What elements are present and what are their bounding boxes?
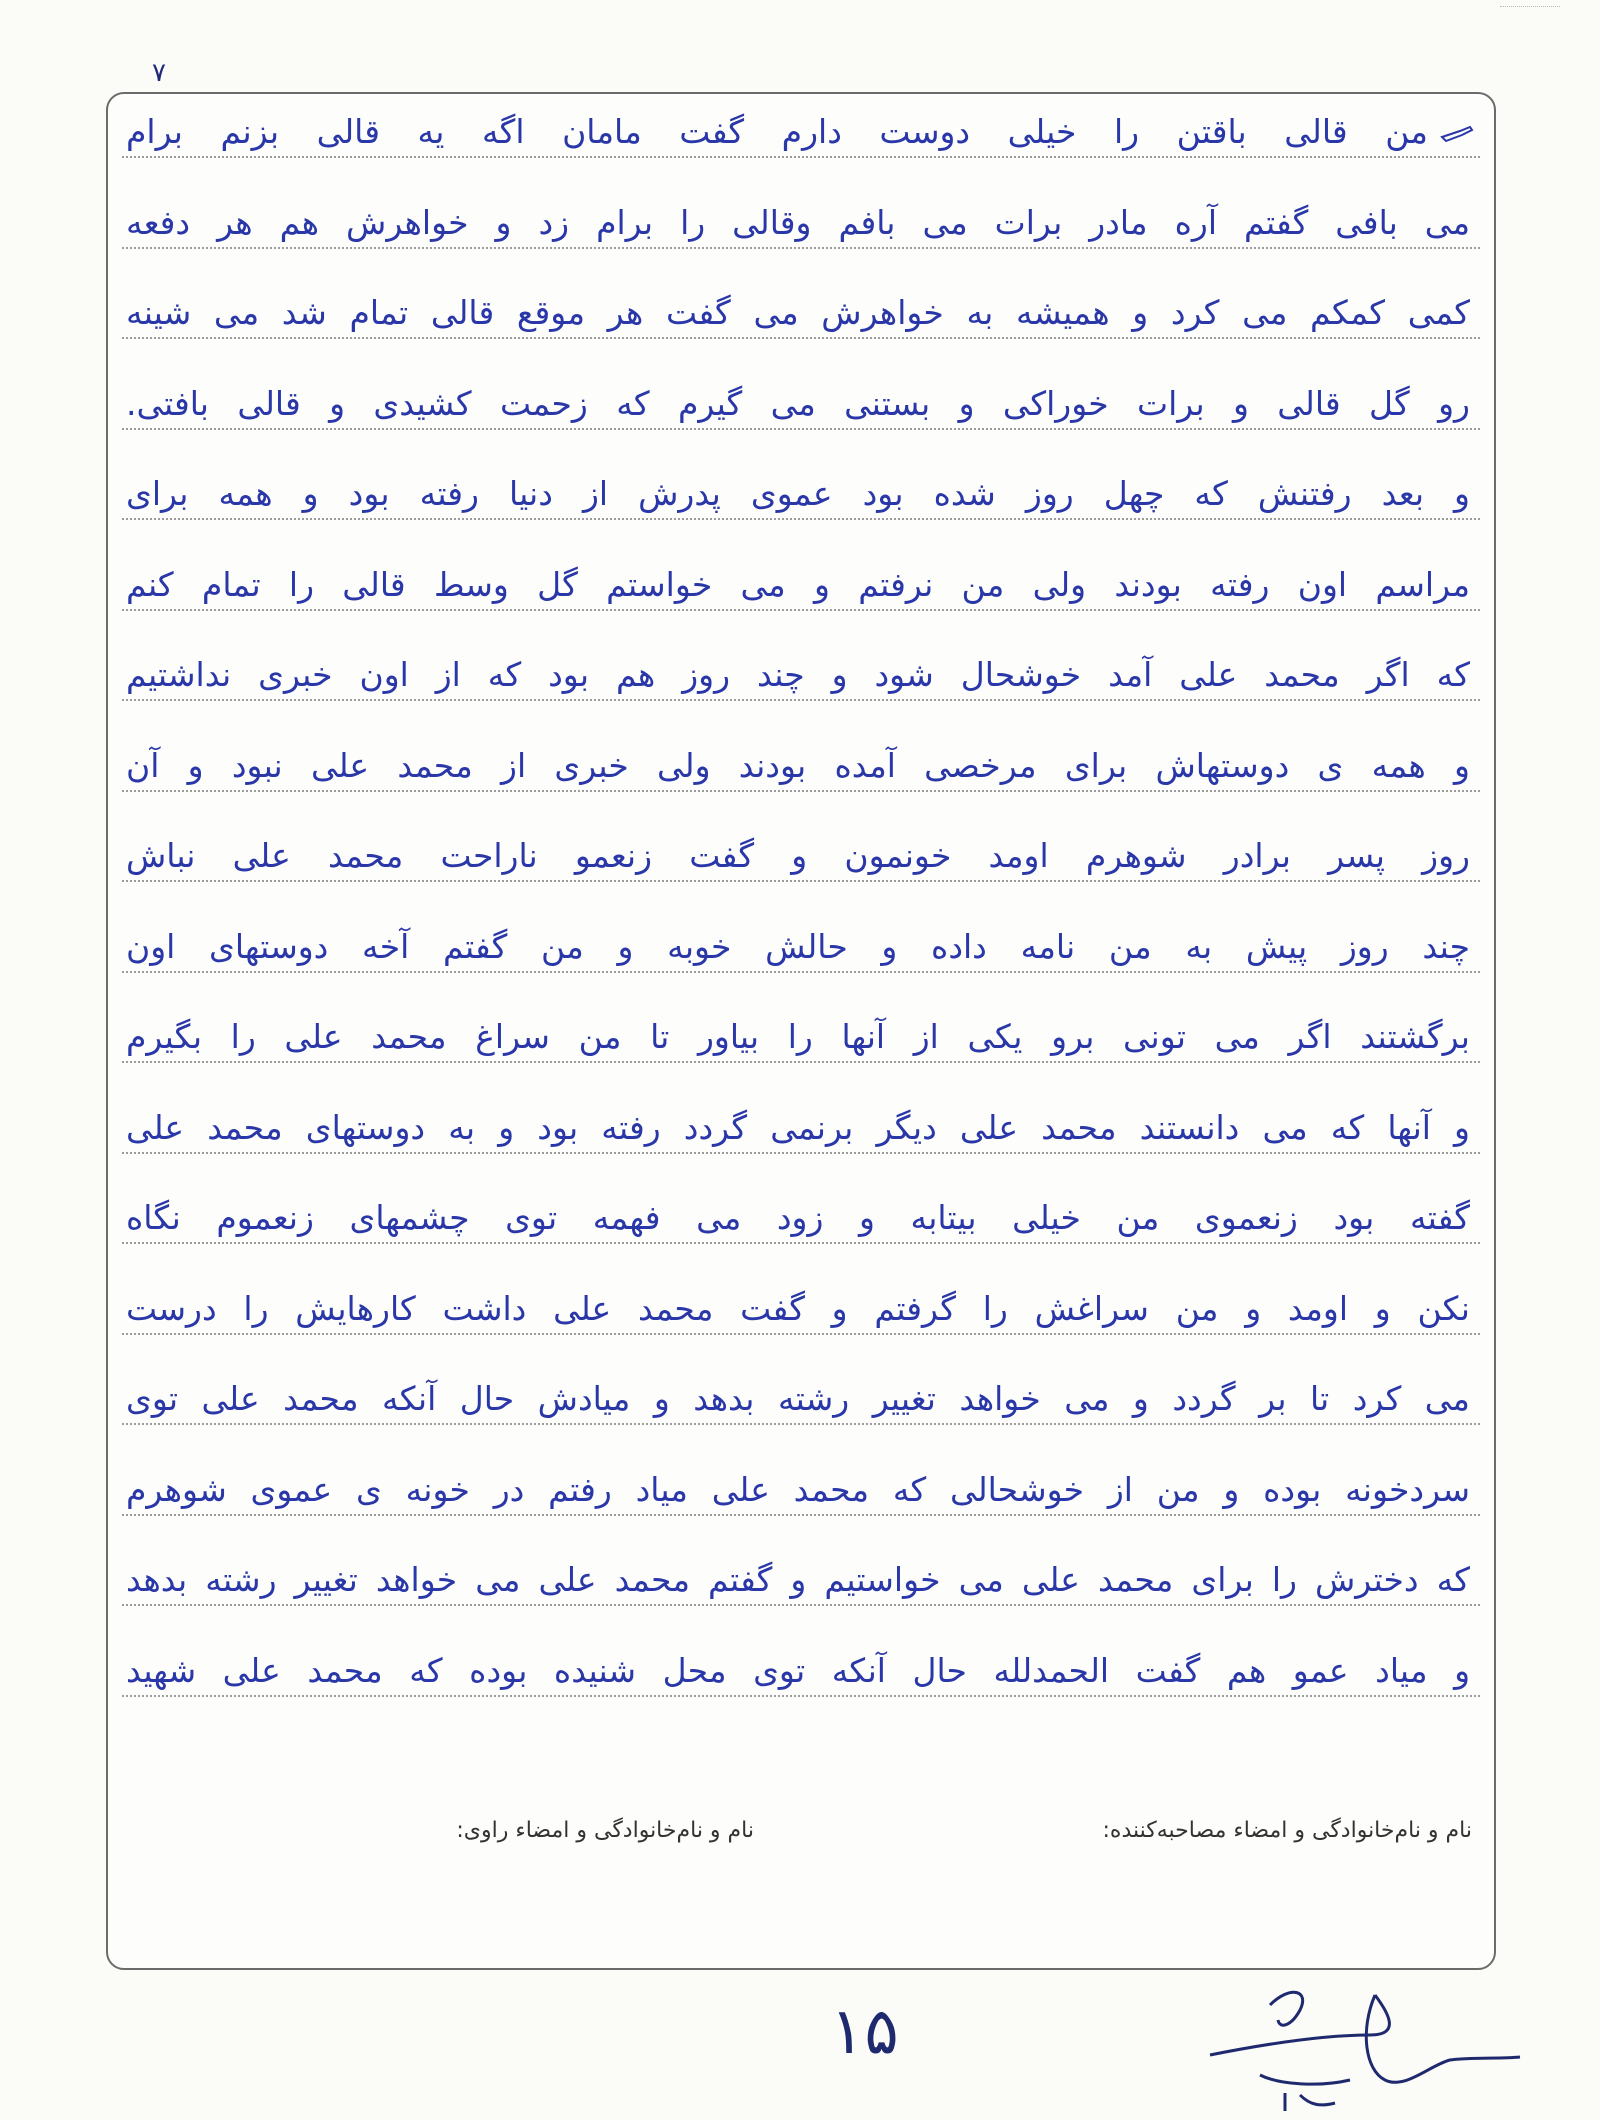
handwritten-line: چند روز پیش به من نامه داده و حالش خوبه و من گفتم آخه دوستهای اون (126, 926, 1470, 966)
ruled-line (122, 1152, 1480, 1154)
handwritten-signature (1200, 1975, 1530, 2115)
interviewer-signature-label: نام و نام‌خانوادگی و امضاء مصاحبه‌کننده: (1102, 1818, 1472, 1843)
ruled-area (122, 94, 1480, 1784)
ruled-line (122, 971, 1480, 973)
signature-footer (108, 1804, 1494, 1864)
ruled-line (122, 1695, 1480, 1697)
handwritten-line: من قالی باقتن را خیلی دوست دارم گفت مامان اگه یه قالی بزنم برام (126, 112, 1474, 152)
handwritten-line: کمی کمکم می کرد و همیشه به خواهرش می گفت هر موقع قالی تمام شد می شینه (126, 293, 1470, 332)
corner-mark (1500, 6, 1560, 23)
handwritten-line: مراسم اون رفته بودند ولی من نرفتم و می خواستم گل وسط قالی را تمام کنم (126, 564, 1470, 604)
handwritten-line: سردخونه بوده و من از خوشحالی که محمد علی میاد رفتم در خونه ی عموی شوهرم (126, 1469, 1470, 1509)
handwritten-line: و آنها که می دانستند محمد علی دیگر برنمی گردد رفته بود و به دوستهای محمد علی (126, 1107, 1470, 1147)
ruled-line (122, 1242, 1480, 1244)
handwritten-line: و همه ی دوستهاش برای مرخصی آمده بودند ولی خبری از محمد علی نبود و آن (126, 745, 1470, 785)
ruled-line (122, 1333, 1480, 1335)
handwritten-line: گفته بود زنعموی من خیلی بیتابه و زود می فهمه توی چشمهای زنعموم نگاه (126, 1198, 1470, 1237)
handwritten-line: می بافی گفتم آره مادر برات می بافم وقالی را برام زد و خواهرش هم هر دفعه (126, 202, 1470, 242)
ruled-line (122, 699, 1480, 701)
handwritten-line: می کرد تا بر گردد و می خواهد تغییر رشته بدهد و میادش حال آنکه محمد علی توی (126, 1379, 1470, 1418)
handwritten-line: و بعد رفتنش که چهل روز شده بود عموی پدرش از دنیا رفته بود و همه برای (126, 474, 1470, 513)
ruled-line (122, 156, 1480, 158)
ruled-line (122, 1423, 1480, 1425)
pen-hand-icon (1440, 123, 1474, 145)
handwritten-line: رو گل قالی و برات خوراکی و بستنی می گیرم که زحمت کشیدی و قالی بافتی. (126, 383, 1470, 423)
handwritten-line: و میاد عمو هم گفت الحمدلله حال آنکه توی محل شنیده بوده که محمد علی شهید (126, 1650, 1470, 1690)
ruled-line (122, 337, 1480, 339)
handwritten-line: که اگر محمد علی آمد خوشحال شود و چند روز هم بود که از اون خبری نداشتیم (126, 655, 1470, 694)
ruled-line (122, 1604, 1480, 1606)
handwritten-line: برگشتند اگر می تونی برو یکی از آنها را بیاور تا من سراغ محمد علی را بگیرم (126, 1017, 1470, 1056)
handwritten-line: روز پسر برادر شوهرم اومد خونمون و گفت زنعمو ناراحت محمد علی نباش (126, 836, 1470, 875)
ruled-line (122, 247, 1480, 249)
narrator-signature-label: نام و نام‌خانوادگی و امضاء راوی: (456, 1818, 754, 1843)
ruled-line (122, 790, 1480, 792)
page-number: ۱۵ (830, 1995, 899, 2069)
ruled-line (122, 609, 1480, 611)
ruled-line (122, 880, 1480, 882)
ruled-line (122, 518, 1480, 520)
top-mark: ۷ (152, 58, 166, 88)
handwritten-line: که دخترش را برای محمد علی می خواستیم و گفتم محمد علی می خواهد تغییر رشته بدهد (126, 1560, 1470, 1599)
ruled-line (122, 1061, 1480, 1063)
handwritten-line: نکن و اومد و من سراغش را گرفتم و گفت محمد علی داشت کارهایش را درست (126, 1288, 1470, 1328)
page-frame (106, 92, 1496, 1970)
ruled-line (122, 428, 1480, 430)
ruled-line (122, 1514, 1480, 1516)
